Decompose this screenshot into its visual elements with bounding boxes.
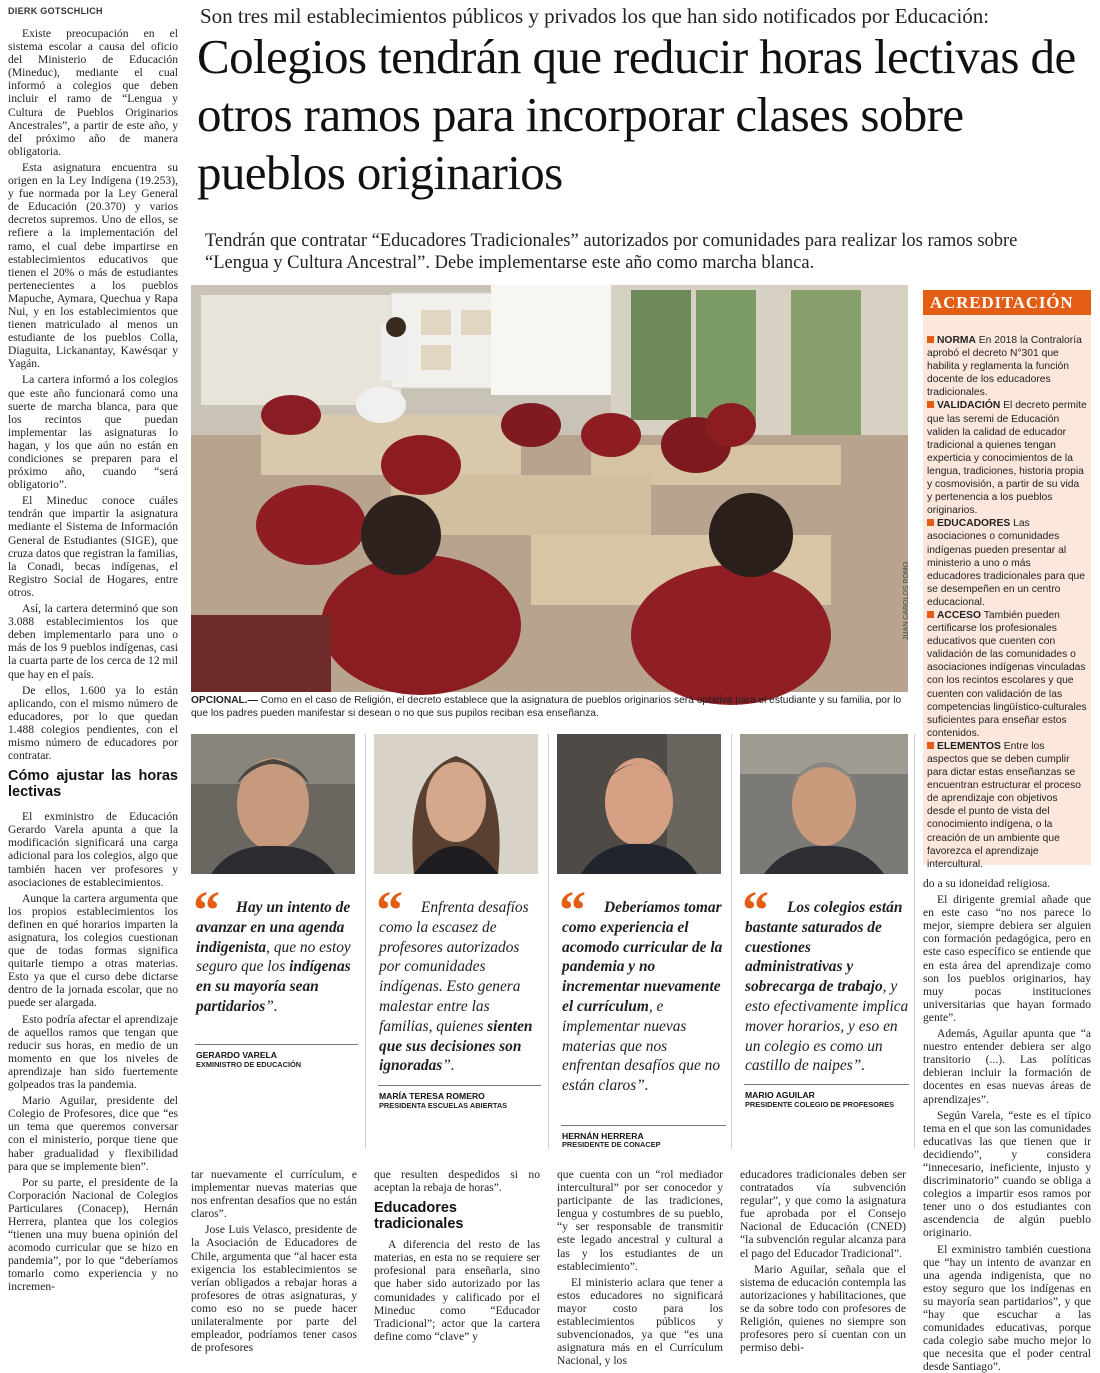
article-column-4	[557, 1168, 723, 1368]
paragraph: El exministro de Educación Gerardo Varela apunta a que la modificación significará una carga adicional para los colegios, algo que también hacen ver profesores y asociaciones de establecimientos.	[8, 810, 178, 889]
paragraph: Jose Luis Velasco, presidente de la Asociación de Educadores de Chile, argumenta que “al hacer esta exigencia los establecimientos se verían obligados a rebajar horas a profesores de otras asignaturas, y como eso no se puede hacer unilateralmente por parte del empleador, podríamos tener casos de profesores	[191, 1223, 357, 1355]
paragraph: Aunque la cartera argumenta que los propios establecimientos los definen en qué horarios imparten la asignatura, los colegios cuestionan que de todas formas significa quitarle tiempo a otras materias. Esto ya que el curso debe dictarse dentro de la jornada escolar, que no puede ser alargada.	[8, 891, 178, 1010]
paragraph: Así, la cartera determinó que son 3.088 establecimientos los que deben implementarlo para uno o más de los 9 pueblos indígenas, casi la cuarta parte de los cerca de 12 mil que hay en el país.	[8, 602, 178, 681]
portrait-maria-teresa-romero	[374, 734, 538, 874]
portrait-mario-aguilar	[740, 734, 908, 874]
paragraph: El exministro también cuestiona que “hay un intento de avanzar en una agenda indigenista, que no estoy seguro que los indígenas en su mayoría sean partidarios”, y que “hay que escuchar a las comunidades educativas, porque cada colegio sabe mucho mejor lo que necesita que el poder central desde Santiago”.	[923, 1242, 1091, 1373]
quote-mark-icon: “	[193, 880, 214, 940]
attribution-name: HERNÁN HERRERA	[562, 1131, 644, 1141]
paragraph: Esto podría afectar el aprendizaje de aquellos ramos que tengan que reducir sus horas, en medio de un momento en que los niveles de aprendizaje han sido fuertemente golpeados tras la pandemia.	[8, 1012, 178, 1092]
bullet-square-icon	[927, 519, 934, 526]
attribution-rule	[195, 1044, 358, 1045]
bullet-square-icon	[927, 336, 934, 343]
bullet-square-icon	[927, 611, 934, 618]
paragraph: La cartera informó a los colegios que este año funcionará como una suerte de marcha blanca, para que los recintos que puedan implementar las asignaturas lo hagan, y los que aún no están en condiciones se preparen para el próximo año, cuando “será obligatorio”.	[8, 373, 178, 492]
paragraph: Por su parte, el presidente de la Corporación Nacional de Colegios Particulares (Conacep), Hernán Herrera, plantea que los colegios “tienen una muy buena opinión del acomodo curricular que se hizo en pandemia”, por lo que “deberíamos tomarlo como experiencia y no incremen-	[8, 1175, 178, 1294]
pull-quote-romero: Enfrenta desafíos como la escasez de profesores autorizados por comunidades indígenas. Esto genera malestar entre las familias, quienes sienten que sus decisiones son ignoradas”.	[379, 899, 533, 1075]
column-divider	[731, 734, 732, 1149]
quote-mark-icon: “	[742, 880, 763, 940]
paragraph: Mario Aguilar, presidente del Colegio de Profesores, dice que “es un tema que queremos conversar con el ministerio, porque tiene que haber gradualidad y flexibilidad para que se implemente bien”.	[8, 1094, 178, 1173]
paragraph: El ministerio aclara que tener a estos educadores no significará mayor costo para los establecimientos públicos y subvencionados, ya que “es una asignatura más en el Currículum Nacional, y los	[557, 1275, 723, 1368]
attribution-name: MARIO AGUILAR	[745, 1090, 815, 1100]
subhead-horas-lectivas: Cómo ajustar las horas lectivas	[8, 768, 178, 801]
classroom-photo	[191, 285, 908, 692]
article-column-2	[191, 1168, 357, 1360]
portrait-gerardo-varela	[191, 734, 355, 874]
caption-label: OPCIONAL.—	[191, 695, 258, 706]
attribution-rule	[744, 1084, 909, 1085]
paragraph: do a su idoneidad religiosa.	[923, 877, 1051, 890]
paragraph: El Mineduc conoce cuáles tendrán que impartir la asignatura mediante el Sistema de Información General de Estudiantes (SIGE), que cruza datos que registran la familias, la Conadi, becas indígenas, el Registro Social de Hogares, entre otros.	[8, 494, 178, 599]
headline: Colegios tendrán que reducir horas lectivas de otros ramos para incorporar clases sobre pueblos originarios	[197, 29, 1076, 200]
paragraph: Según Varela, “este es el típico tema en el que son las comunidades educativas las que tienen que ir decidiendo”, y considera “innecesario, ineficiente, injusto y discriminatorio” cuando se obliga a colegios a impartir esos ramos por tener uno o dos estudiantes con ascendencia de algún pueblo originario.	[923, 1108, 1091, 1240]
paragraph: De ellos, 1.600 ya lo están aplicando, con el mismo número de educadores, por lo que quedan 1.488 colegios pendientes, con el mismo número de educadores por contratar.	[8, 683, 178, 763]
paragraph: El dirigente gremial añade que en este caso “no nos parece lo mejor, siempre debiera ser alguien con formación pedagógica, pero en este caso específico se entiende que en esta área del aprendizaje como son los pueblos originarios, hay muy pocas instituciones universitarias que hayan formado gente”.	[923, 893, 1091, 1024]
paragraph: Además, Aguilar apunta que “a nuestro entender debiera ser algo transitorio (...). Las políticas debieran incluir la formación de docentes en esas nuevas áreas de aprendizajes”.	[923, 1027, 1091, 1106]
column-divider	[914, 734, 915, 1149]
sidebox-item: VALIDACIÓN El decreto permite que las seremi de Educación validen la calidad de educador tradicional a quienes tengan experticia y conocimientos de la lengua, tradiciones, historia propia y cosmovisión, a partir de su vida y pertenencia a los pueblos originarios.	[927, 400, 1087, 517]
classroom-illustration	[191, 285, 908, 692]
attribution-name: MARÍA TERESA ROMERO	[379, 1091, 485, 1101]
paragraph: A diferencia del resto de las materias, en esta no se requiere ser profesional para enseñarla, sino que haber sido autorizado por las comunidades y calificado por el Mineduc como “Educador Tradicional”; actor que la cartera define como “clave” y	[374, 1238, 540, 1343]
deck: Tendrán que contratar “Educadores Tradicionales” autorizados por comunidades para realizar los ramos sobre “Lengua y Cultura Ancestral”. Debe implementarse este año como marcha blanca.	[205, 231, 1018, 273]
article-column-6	[923, 877, 1091, 1373]
sidebox-item: EDUCADORES Las asociaciones o comunidades indígenas pueden presentar al ministerio a uno o más educadores tradicionales para que se desempeñen en un centro educacional.	[927, 518, 1085, 608]
portrait-image	[557, 734, 721, 874]
paragraph: Mario Aguilar, señala que el sistema de educación contempla las autorizaciones y habilitaciones, que se da sobre todo con profesores de Religión, quienes no siempre son profesores pero sí cuentan con un permiso debi-	[740, 1262, 906, 1355]
paragraph: Esta asignatura encuentra su origen en la Ley Indígena (19.253), y fue normada por la Ley General de Educación (20.370) y varios decretos supremos. Uno de ellos, se refiere a la implementación del ramo, el cual debe impartirse en establecimientos educativos que tienen el 20% o más de estudiantes pertenecientes a los pueblos Mapuche, Aymara, Quechua y Rapa Nui, y en los establecimientos que tienen matriculado al menos un estudiante de los pueblos Colla, Diaguita, Lickanantay, Kawésqar y Yagán.	[8, 160, 178, 371]
portrait-hernan-herrera	[557, 734, 721, 874]
sidebox-title: ACREDITACIÓN	[923, 290, 1091, 315]
column-divider	[365, 734, 366, 1149]
attribution-role: PRESIDENTE DE CONACEP	[562, 1140, 661, 1149]
portrait-image	[374, 734, 538, 874]
subhead-educadores: Educadores tradicionales	[374, 1200, 464, 1233]
quote-mark-icon: “	[376, 880, 397, 940]
attribution-role: PRESIDENTE COLEGIO DE PROFESORES	[745, 1100, 895, 1109]
column-divider	[548, 734, 549, 1149]
sidebox-item: ACCESO También pueden certificarse los profesionales educativos que cuenten con validación de las comunidades o asociaciones indígenas vinculadas con los recintos escolares y que cuenten con validación de las competencias lingüístico-culturales suficientes para enseñar estos contenidos.	[927, 609, 1087, 739]
paragraph: educadores tradicionales deben ser contratados vía subvención regular”, y que como la asignatura fue aprobada por el Consejo Nacional de Educación (CNED) “la subvención regular alcanza para el pago del Educador Tradicional”.	[740, 1168, 906, 1260]
article-column-1	[8, 27, 178, 1357]
caption-text: Como en el caso de Religión, el decreto establece que la asignatura de pueblos originarios será optativa para el estudiante y su familia, por lo que los padres pueden manifestar si desean o no que sus pupilos reciban esa enseñanza.	[191, 695, 902, 719]
paragraph: tar nuevamente el currículum, e implementar nuevas materias que nos enfrentan desafíos que no están claros”.	[191, 1168, 357, 1221]
photo-caption	[191, 694, 908, 720]
attribution-role: PRESIDENTA ESCUELAS ABIERTAS	[379, 1101, 508, 1110]
portrait-image	[191, 734, 355, 874]
bullet-square-icon	[927, 401, 934, 408]
paragraph: que cuenta con un “rol mediador intercultural” por ser conocedor y participante de las tradiciones, lengua y costumbres de su pueblo, “y ser responsable de transmitir este legado ancestral y cultural a las y los estudiantes de un establecimiento”.	[557, 1168, 723, 1273]
quote-mark-icon: “	[559, 880, 580, 940]
sidebox-item: ELEMENTOS Entre los aspectos que se deben cumplir para dictar estas enseñanzas se encuentran estructurar el proceso de aprendizaje con objetivos desde el punto de vista del conocimiento indígena, o la creación de un ambiente que favorezca el aprendizaje intercultural.	[927, 740, 1081, 870]
article-column-5	[740, 1168, 906, 1360]
paragraph: Existe preocupación en el sistema escolar a causa del oficio del Ministerio de Educación (Mineduc), mediante el cual informó a colegios que deben incluir el ramo de “Lengua y Cultura de Pueblos Originarios Ancestrales”, a partir de este año, y del próximo año de manera obligatoria.	[8, 27, 178, 158]
attribution-role: EXMINISTRO DE EDUCACIÓN	[196, 1060, 302, 1069]
paragraph: que resulten despedidos si no aceptan la rebaja de horas”.	[374, 1168, 540, 1195]
attribution-name: GERARDO VARELA	[196, 1050, 278, 1060]
photo-credit: JUAN CAROLOS ROMO	[903, 561, 910, 640]
pull-quote-aguilar: Los colegios están bastante saturados de cuestiones administrativas y sobrecarga de trabajo, y esto efectivamente implica mover horarios, y eso en un colegio es como un castillo de naipes”.	[745, 899, 909, 1075]
bullet-square-icon	[927, 742, 934, 749]
pull-quote-herrera: Deberíamos tomar como experiencia el acomodo curricular de la pandemia y no incrementar nuevamente el currículum, e implementar nuevas materias que nos enfrentan desafíos que no están claros”.	[562, 899, 723, 1095]
portrait-image	[740, 734, 908, 874]
article-column-3	[374, 1168, 540, 1360]
pull-quote-varela: Hay un intento de avanzar en una agenda indigenista, que no estoy seguro que los indígenas en su mayoría sean partidarios”.	[196, 899, 351, 1015]
kicker: Son tres mil establecimientos públicos y privados los que han sido notificados por Educación:	[200, 4, 990, 28]
sidebox-list	[927, 334, 1087, 871]
sidebox-item: NORMA En 2018 la Contraloría aprobó el decreto N°301 que habilita y reglamenta la función docente de los educadores tradicionales.	[927, 335, 1082, 399]
byline: DIERK GOTSCHLICH	[8, 6, 103, 16]
attribution-rule	[561, 1125, 726, 1126]
attribution-rule	[378, 1085, 541, 1086]
